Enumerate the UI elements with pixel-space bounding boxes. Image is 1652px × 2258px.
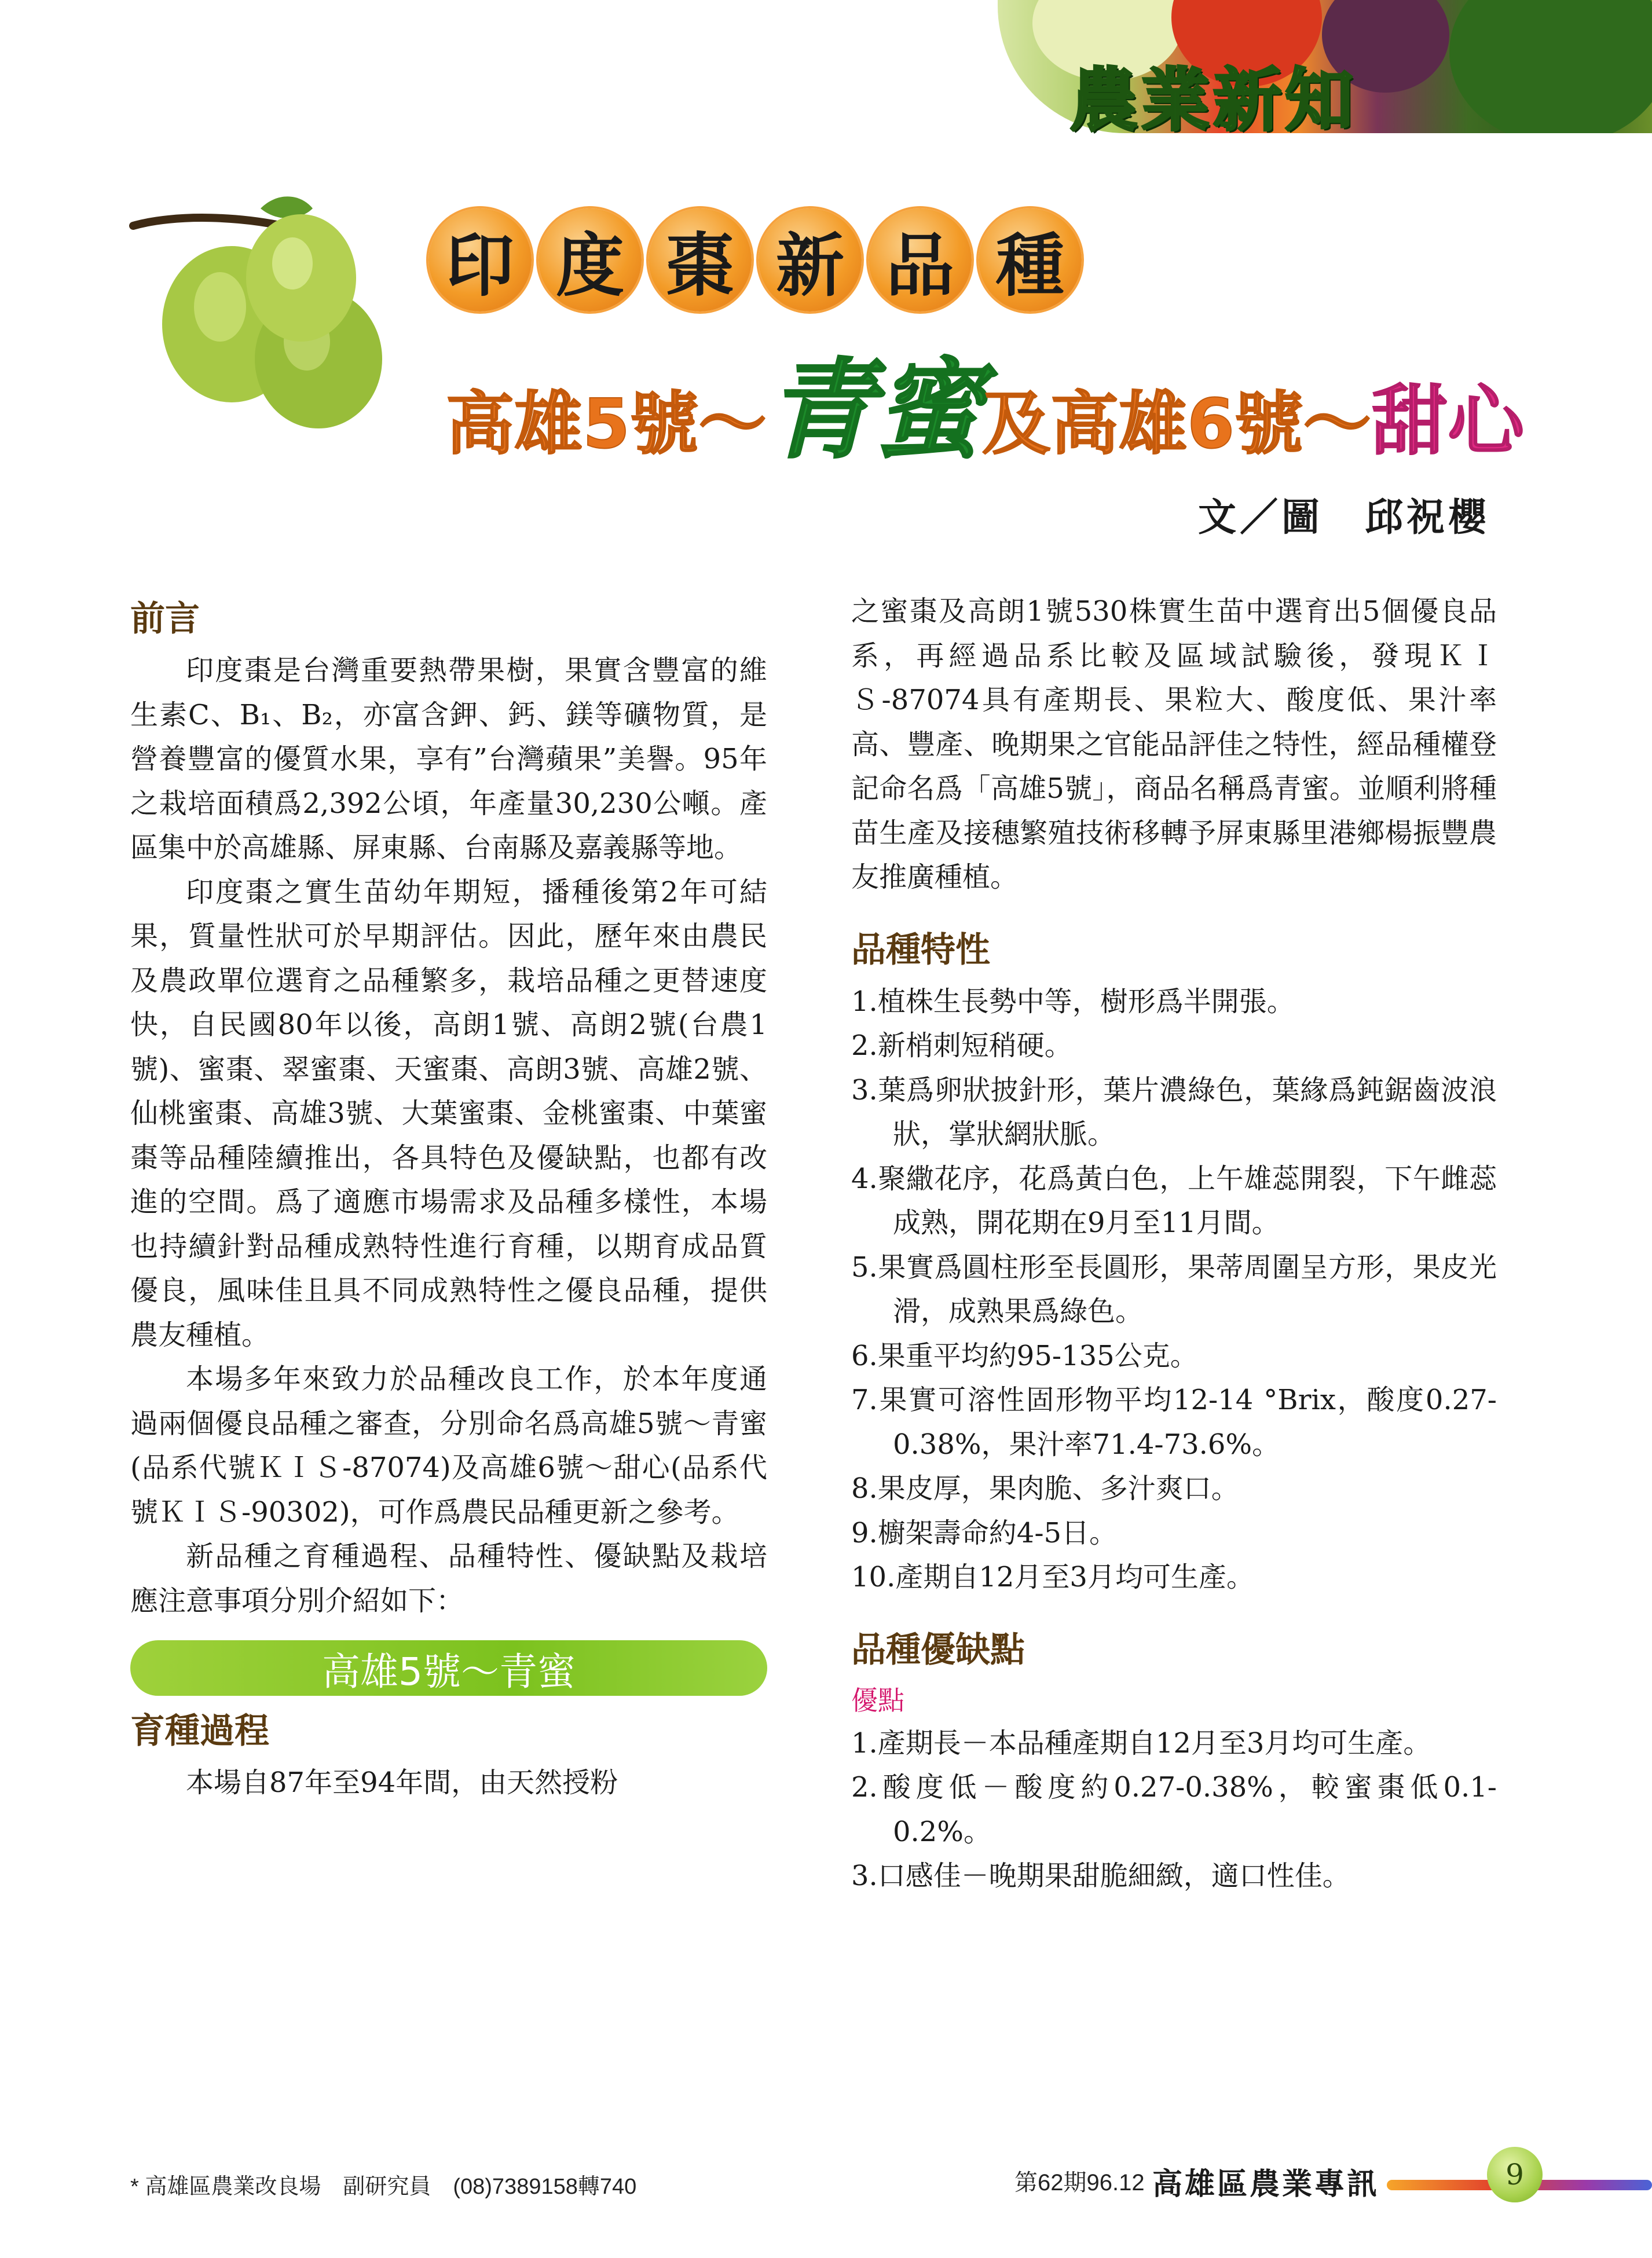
paragraph: 本場多年來致力於品種改良工作，於本年度通過兩個優良品種之審查，分別命名爲高雄5號～青蜜(品系代號ＫＩＳ-87074)及高雄6號～甜心(品系代號ＫＩＳ-90302)，可作爲農民品種更新之參考。	[130, 1363, 767, 1528]
list-item: 10.產期自12月至3月均可生產。	[851, 1561, 1254, 1593]
paragraph: 印度棗之實生苗幼年期短，播種後第2年可結果，質量性狀可於早期評估。因此，歷年來由農民及農政單位選育之品種繁多，栽培品種之更替速度快，自民國80年以後，高朗1號、高朗2號(台農1號)、蜜棗、翠蜜棗、天蜜棗、高朗3號、高雄2號、仙桃蜜棗、高雄3號、大葉蜜棗、金桃蜜棗、中葉蜜棗等品種陸續推出，各具特色及優缺點，也都有改進的空間。爲了適應市場需求及品種多樣性，本場也持續針對品種成熟特性進行育種，以期育成品質優良，風味佳且具不同成熟特性之優良品種，提供農友種植。	[130, 875, 767, 1351]
subheadline	[446, 324, 1524, 479]
list-item: 2.新梢刺短稍硬。	[851, 1029, 1072, 1062]
list-item: 4.聚繖花序，花爲黃白色，上午雄蕊開裂，下午雌蕊成熟，開花期在9月至11月間。	[851, 1162, 1497, 1239]
headline-char: 印	[428, 208, 532, 311]
jujube-fruit-illustration	[127, 191, 400, 440]
section-heading: 品種優缺點	[851, 1629, 1025, 1670]
list-item: 1.植株生長勢中等，樹形爲半開張。	[851, 985, 1295, 1018]
headline-char: 種	[979, 208, 1082, 311]
pros-list	[851, 1721, 1497, 1898]
author-byline: 文／圖 邱祝櫻	[1198, 494, 1490, 540]
headline	[428, 208, 1082, 311]
headline-char: 品	[869, 208, 972, 311]
list-item: 9.櫥架壽命約4-5日。	[851, 1516, 1118, 1549]
list-item: 1.產期長－本品種產期自12月至3月均可生產。	[851, 1727, 1431, 1760]
headline-char: 新	[759, 208, 862, 311]
subheadline-part: 及高雄6號～	[982, 384, 1372, 464]
list-item: 7.果實可溶性固形物平均12-14 °Brix，酸度0.27-0.38%，果汁率71.4-73.6%。	[851, 1384, 1497, 1461]
traits-list	[851, 980, 1497, 1600]
section-heading: 育種過程	[130, 1711, 269, 1751]
section-heading: 品種特性	[851, 929, 990, 970]
page-number: 9	[1487, 2147, 1543, 2202]
list-item: 3.口感佳－晚期果甜脆細緻，適口性佳。	[851, 1860, 1350, 1892]
right-column	[851, 589, 1497, 1898]
list-item: 2.酸度低－酸度約0.27-0.38%，較蜜棗低0.1-0.2%。	[851, 1771, 1497, 1848]
subheadline-variety-name: 甜心	[1371, 376, 1525, 466]
list-item: 6.果重平均約95-135公克。	[851, 1339, 1198, 1372]
list-item: 8.果皮厚，果肉脆、多汁爽口。	[851, 1472, 1239, 1505]
headline-char: 度	[539, 208, 642, 311]
list-item: 5.果實爲圓柱形至長圓形，果蒂周圍呈方形，果皮光滑，成熟果爲綠色。	[851, 1251, 1497, 1328]
vegetable-decoration	[1449, 0, 1652, 133]
paragraph: 印度棗是台灣重要熱帶果樹，果實含豐富的維生素C、B₁、B₂，亦富含鉀、鈣、鎂等礦物質，是營養豐富的優質水果，享有”台灣蘋果”美譽。95年之栽培面積爲2,392公頃，年產量30,230公噸。產區集中於高雄縣、屏東縣、台南縣及嘉義縣等地。	[130, 654, 767, 864]
issue-info: 第62期96.12	[1014, 2170, 1145, 2195]
section-heading: 前言	[130, 599, 200, 639]
pros-label: 優點	[851, 1684, 904, 1716]
paragraph: 新品種之育種過程、品種特性、優缺點及栽培應注意事項分別介紹如下：	[130, 1540, 767, 1617]
paragraph: 本場自87年至94年間，由天然授粉	[186, 1766, 618, 1799]
section-title: 農業新知	[1069, 60, 1357, 140]
subheadline-part: 高雄5號～	[446, 384, 767, 464]
headline-char: 棗	[649, 208, 752, 311]
paragraph: 之蜜棗及高朗1號530株實生苗中選育出5個優良品系，再經過品系比較及區域試驗後，發現ＫＩＳ-87074具有產期長、果粒大、酸度低、果汁率高、豐產、晚期果之官能品評佳之特性，經品種權登記命名爲「高雄5號」，商品名稱爲青蜜。並順利將種苗生產及接穗繁殖技術移轉予屏東縣里港鄉楊振豐農友推廣種植。	[851, 595, 1497, 893]
list-item: 3.葉爲卵狀披針形，葉片濃綠色，葉緣爲鈍鋸齒波浪狀，掌狀網狀脈。	[851, 1073, 1497, 1150]
publication-name: 高雄區農業專訊	[1152, 2167, 1380, 2202]
variety-banner: 高雄5號～青蜜	[130, 1640, 767, 1696]
author-footnote: * 高雄區農業改良場 副研究員 (08)7389158轉740	[130, 2175, 637, 2199]
left-column	[130, 596, 767, 1805]
subheadline-variety-name: 青蜜	[767, 346, 983, 473]
